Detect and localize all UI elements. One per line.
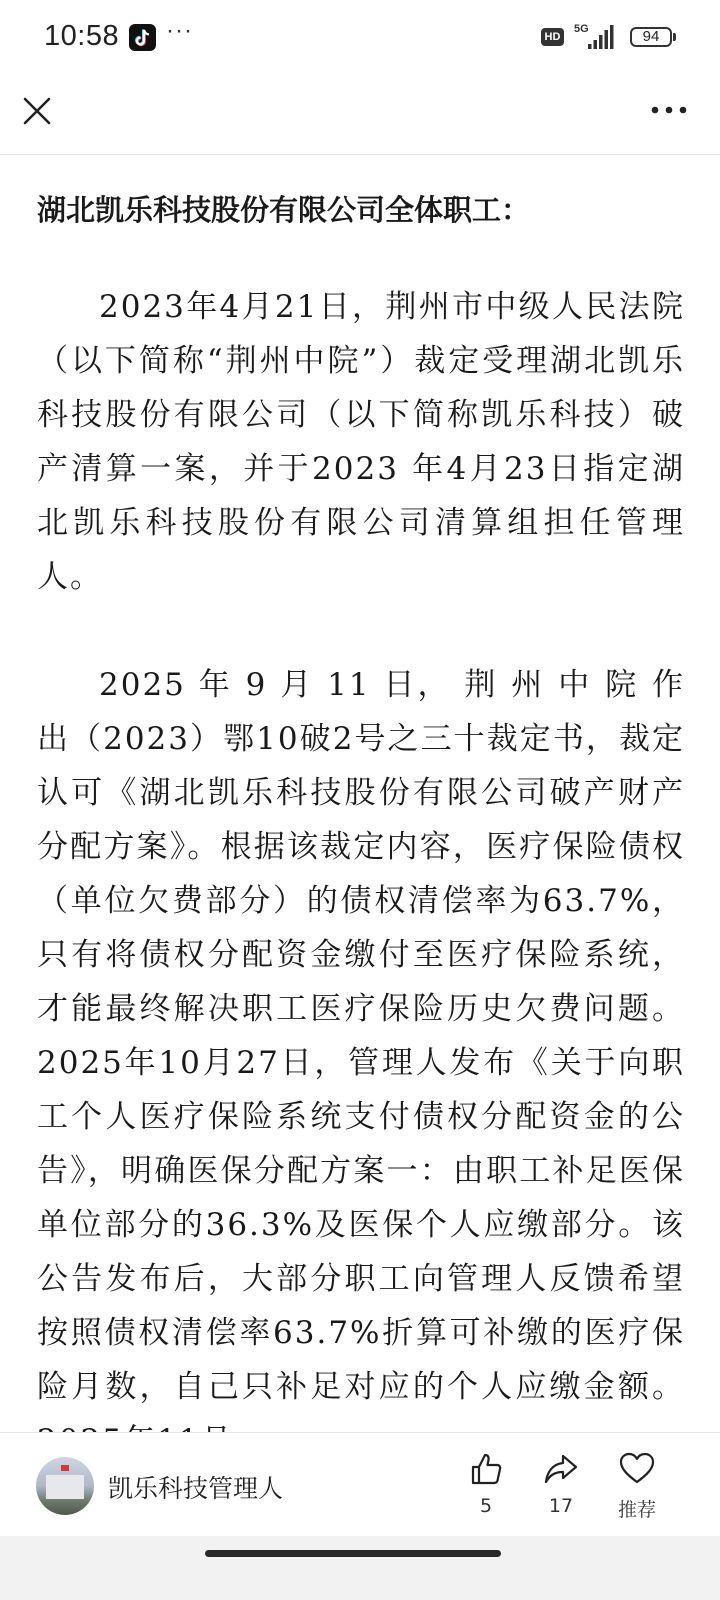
author-avatar[interactable] xyxy=(36,1457,94,1515)
article-paragraph: 2023年4月21日，荆州市中级人民法院（以下简称“荆州中院”）裁定受理湖北凯乐科技股份有限公司（以下简称凯乐科技）破产清算一案，并于2023 年4月23日指定湖北凯乐科技股份有限公司清算组担任管理人。 xyxy=(37,289,685,595)
heart-icon xyxy=(618,1451,656,1487)
share-button[interactable] xyxy=(531,1451,591,1517)
status-time: 10:58 xyxy=(44,20,120,52)
battery-tip xyxy=(673,33,676,41)
recommend-button[interactable] xyxy=(607,1451,667,1522)
battery-icon: 94 xyxy=(630,27,672,47)
like-button[interactable] xyxy=(456,1451,516,1517)
network-type-label: 5G xyxy=(574,23,589,35)
notification-more-icon: ··· xyxy=(166,17,193,44)
gesture-area xyxy=(0,1536,720,1600)
close-icon[interactable] xyxy=(22,96,52,126)
bottom-action-bar xyxy=(0,1432,720,1537)
more-options-icon[interactable] xyxy=(650,102,690,118)
recommend-label: 推荐 xyxy=(617,1499,656,1521)
author-name[interactable]: 凯乐科技管理人 xyxy=(108,1474,284,1503)
thumbs-up-icon xyxy=(468,1451,504,1487)
tiktok-icon xyxy=(129,24,156,51)
signal-icon xyxy=(574,22,614,52)
article-paragraph: 2025 年 9 月 11 日， 荆 州 中 院 作 出（2023）鄂10破2号之三十裁定书，裁定认可《湖北凯乐科技股份有限公司破产财产分配方案》。根据该裁定内容，医疗保险债权（单位欠费部分）的债权清偿率为63.7%，只有将债权分配资金缴付至医疗保险系统，才能最终解决职工医疗保险历史欠费问题。2025年10月27日，管理人发布《关于向职工个人医疗保险系统支付债权分配资金的公告》，明确医保分配方案一：由职工补足医保单位部分的36.3%及医保个人应缴部分。该公告发布后，大部分职工向管理人反馈希望按照债权清偿率63.7%折算可补缴的医疗保险月数，自己只补足对应的个人应缴金额。 xyxy=(37,667,685,1405)
share-arrow-icon xyxy=(543,1451,579,1487)
hd-icon: HD xyxy=(541,28,564,46)
like-count: 5 xyxy=(479,1495,493,1517)
home-indicator[interactable] xyxy=(205,1550,501,1557)
article-salutation: 湖北凯乐科技股份有限公司全体职工： xyxy=(37,193,531,227)
status-bar xyxy=(0,0,720,78)
share-count: 17 xyxy=(548,1495,574,1517)
nav-bar xyxy=(0,78,720,155)
article-body xyxy=(37,160,685,1460)
